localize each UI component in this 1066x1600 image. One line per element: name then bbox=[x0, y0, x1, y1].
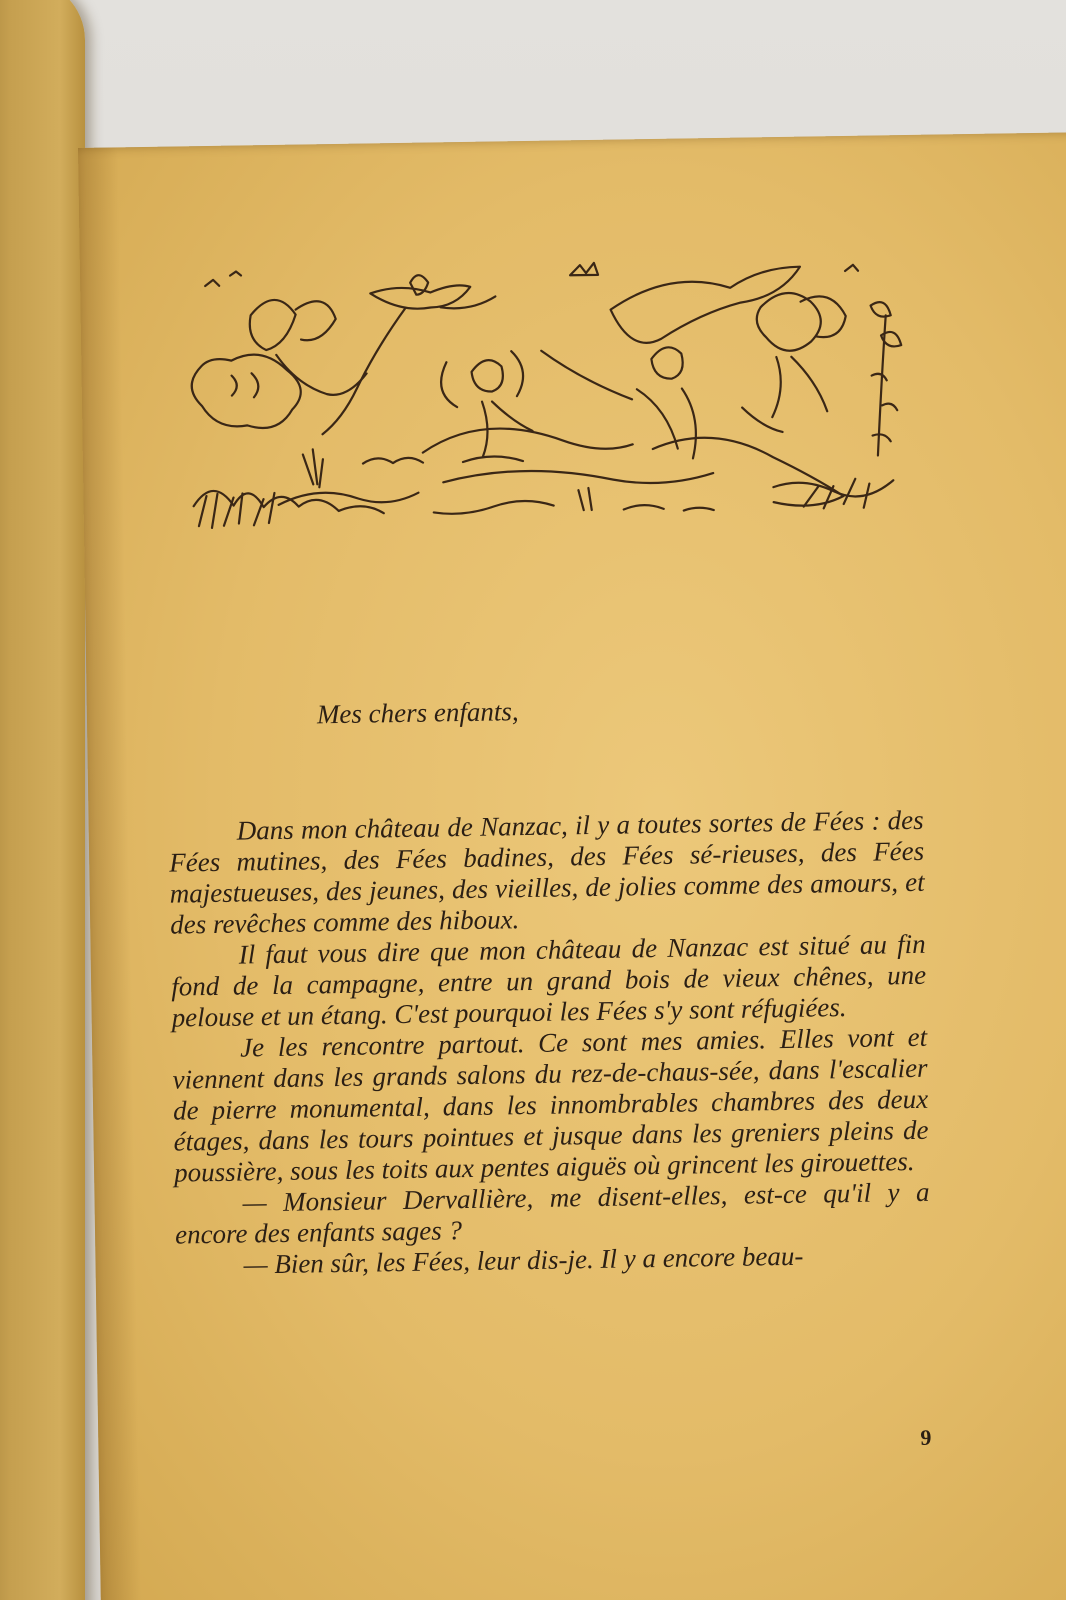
paragraph: Il faut vous dire que mon château de Nanzac est situé au fin fond de la campagne, entre un grand bois de vieux chênes, une pelouse et un étang. C'est pourquoi les Fées s'y sont réfugiées. bbox=[170, 928, 927, 1033]
letter-salutation: Mes chers enfants, bbox=[316, 696, 519, 730]
letter-body bbox=[169, 805, 931, 1282]
paragraph: Je les rencontre partout. Ce sont mes amies. Elles vont et viennent dans les grands salons du rez-de-chaus-sée, dans l'escalier de pierre monumental, dans les innombrables chambres des deux étages, dans les tours pointues et jusque dans les greniers pleins de poussière, sous les toits aux pentes aiguës où grincent les girouettes. bbox=[172, 1021, 929, 1188]
book-page bbox=[78, 132, 1066, 1600]
paragraph: Dans mon château de Nanzac, il y a toutes sortes de Fées : des Fées mutines, des Fées badines, des Fées sé-rieuses, des Fées majestueuses, des jeunes, des vieilles, de jolies comme des amours, et des revêches comme des hiboux. bbox=[169, 804, 925, 940]
paragraph: — Bien sûr, les Fées, leur dis-je. Il y a encore beau- bbox=[243, 1240, 804, 1280]
fairies-illustration bbox=[180, 245, 915, 556]
paragraph: — Monsieur Dervallière, me disent-elles, est-ce qu'il y a encore des enfants sages ? bbox=[174, 1176, 930, 1250]
previous-page-edge bbox=[0, 0, 85, 1600]
page-number: 9 bbox=[920, 1424, 932, 1450]
